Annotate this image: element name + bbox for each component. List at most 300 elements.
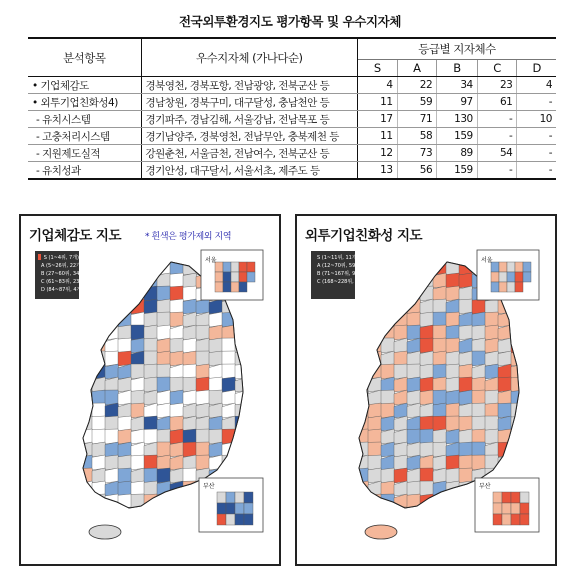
district-region xyxy=(407,377,422,392)
district-region xyxy=(131,429,146,444)
district-region xyxy=(498,351,513,366)
district-region xyxy=(407,364,422,379)
busan-district xyxy=(502,492,511,503)
busan-district xyxy=(244,492,253,503)
district-region xyxy=(433,481,448,496)
table-row xyxy=(28,111,556,128)
district-region xyxy=(92,494,107,509)
jeju-island xyxy=(365,525,397,539)
district-region xyxy=(144,299,159,314)
district-region xyxy=(196,325,211,340)
district-region xyxy=(222,377,237,392)
district-region xyxy=(420,481,435,496)
district-region xyxy=(511,364,526,379)
district-region xyxy=(446,455,461,470)
district-region xyxy=(183,286,198,301)
district-region xyxy=(170,351,185,366)
grade-count-b: 97 xyxy=(437,94,478,111)
district-region xyxy=(407,286,422,301)
district-region xyxy=(105,494,120,509)
district-region xyxy=(459,377,474,392)
district-region xyxy=(459,429,474,444)
district-region xyxy=(157,481,172,496)
district-region xyxy=(381,416,396,431)
grade-count-a: 56 xyxy=(397,162,437,180)
busan-inset-label: 부산 xyxy=(479,483,491,490)
district-region xyxy=(420,416,435,431)
district-region xyxy=(446,468,461,483)
district-region xyxy=(131,481,146,496)
district-region xyxy=(105,403,120,418)
district-region xyxy=(209,416,224,431)
district-region xyxy=(235,364,250,379)
district-region xyxy=(144,429,159,444)
legend-entry xyxy=(311,277,369,285)
district-region xyxy=(183,351,198,366)
district-region xyxy=(79,377,94,392)
district-region xyxy=(511,299,526,314)
district-region xyxy=(209,325,224,340)
district-region xyxy=(472,312,487,327)
district-region xyxy=(235,299,250,314)
district-region xyxy=(92,429,107,444)
district-region xyxy=(433,325,448,340)
district-region xyxy=(157,325,172,340)
seoul-district xyxy=(491,272,499,282)
district-region xyxy=(446,416,461,431)
district-region xyxy=(105,364,120,379)
busan-district xyxy=(235,503,244,514)
district-region xyxy=(183,494,198,509)
district-region xyxy=(144,338,159,353)
district-region xyxy=(92,299,107,314)
district-region xyxy=(235,312,250,327)
seoul-district xyxy=(507,262,515,272)
map-title-right: 외투기업친화성 지도 xyxy=(305,228,423,244)
district-region xyxy=(368,403,383,418)
district-region xyxy=(170,377,185,392)
district-region xyxy=(209,312,224,327)
row-category: - 지원제도실적 xyxy=(28,145,141,162)
legend-label: S (1~11위, 11개) xyxy=(317,254,359,261)
district-region xyxy=(446,286,461,301)
table-row xyxy=(28,128,556,145)
grade-count-s: 4 xyxy=(357,77,397,94)
district-region xyxy=(459,299,474,314)
seoul-district xyxy=(223,282,231,292)
district-region xyxy=(498,377,513,392)
district-region xyxy=(459,403,474,418)
busan-district xyxy=(226,514,235,525)
district-region xyxy=(472,351,487,366)
district-region xyxy=(394,455,409,470)
legend-label: A (12~70위, 59개) xyxy=(317,262,363,269)
district-region xyxy=(485,364,500,379)
seoul-district xyxy=(231,282,239,292)
seoul-district xyxy=(223,272,231,282)
legend-entry xyxy=(35,269,87,277)
district-region xyxy=(368,507,383,522)
district-region xyxy=(157,403,172,418)
district-region xyxy=(394,312,409,327)
district-region xyxy=(235,325,250,340)
district-region xyxy=(472,325,487,340)
district-region xyxy=(420,468,435,483)
district-region xyxy=(209,429,224,444)
district-region xyxy=(183,442,198,457)
grade-header-a: A xyxy=(397,60,437,77)
district-region xyxy=(118,481,133,496)
district-region xyxy=(511,455,526,470)
district-region xyxy=(459,442,474,457)
district-region xyxy=(196,442,211,457)
district-region xyxy=(131,390,146,405)
district-region xyxy=(105,429,120,444)
district-region xyxy=(131,377,146,392)
district-region xyxy=(472,377,487,392)
district-region xyxy=(355,351,370,366)
legend-label: B (71~167위, 97개) xyxy=(317,270,366,277)
district-region xyxy=(131,507,146,522)
table-row xyxy=(28,94,556,111)
district-region xyxy=(459,273,474,288)
district-region xyxy=(235,455,250,470)
district-region xyxy=(170,494,185,509)
district-region xyxy=(183,299,198,314)
legend-label: B (27~60위, 34개) xyxy=(41,270,87,277)
district-region xyxy=(183,481,198,496)
district-region xyxy=(118,351,133,366)
legend-entry xyxy=(311,261,363,269)
row-category: • 외투기업친화성4) xyxy=(28,94,141,111)
district-region xyxy=(144,364,159,379)
district-region xyxy=(157,286,172,301)
district-region xyxy=(92,312,107,327)
district-region xyxy=(368,416,383,431)
district-region xyxy=(196,299,211,314)
district-region xyxy=(92,273,107,288)
district-region xyxy=(118,455,133,470)
seoul-district xyxy=(515,262,523,272)
district-region xyxy=(433,455,448,470)
district-region xyxy=(144,351,159,366)
district-region xyxy=(381,481,396,496)
district-region xyxy=(105,286,120,301)
district-region xyxy=(420,429,435,444)
district-region xyxy=(511,312,526,327)
district-region xyxy=(368,260,383,275)
district-region xyxy=(381,338,396,353)
district-region xyxy=(131,286,146,301)
district-region xyxy=(105,416,120,431)
district-region xyxy=(381,507,396,522)
district-region xyxy=(144,325,159,340)
district-region xyxy=(446,273,461,288)
district-region xyxy=(381,494,396,509)
district-region xyxy=(459,364,474,379)
busan-district xyxy=(217,503,226,514)
district-region xyxy=(144,507,159,522)
district-region xyxy=(157,468,172,483)
district-region xyxy=(381,273,396,288)
seoul-district xyxy=(499,262,507,272)
busan-district xyxy=(235,492,244,503)
district-region xyxy=(511,403,526,418)
district-region xyxy=(381,390,396,405)
district-region xyxy=(131,455,146,470)
district-region xyxy=(472,299,487,314)
district-region xyxy=(92,481,107,496)
district-region xyxy=(394,468,409,483)
district-region xyxy=(118,442,133,457)
district-region xyxy=(144,377,159,392)
seoul-district xyxy=(507,282,515,292)
grade-count-c: 61 xyxy=(477,94,517,111)
grade-count-a: 58 xyxy=(397,128,437,145)
seoul-district xyxy=(523,262,531,272)
district-region xyxy=(79,507,94,522)
district-region xyxy=(472,403,487,418)
jeju-island xyxy=(89,525,121,539)
district-region xyxy=(446,312,461,327)
legend-label: C (61~83위, 23개) xyxy=(41,278,87,285)
district-region xyxy=(92,416,107,431)
district-region xyxy=(420,312,435,327)
district-region xyxy=(157,455,172,470)
legend-label: S (1~4위, 7개) xyxy=(43,254,79,261)
district-region xyxy=(459,481,474,496)
busan-district xyxy=(226,503,235,514)
district-region xyxy=(459,390,474,405)
district-region xyxy=(485,429,500,444)
district-region xyxy=(368,312,383,327)
district-region xyxy=(235,429,250,444)
district-region xyxy=(118,468,133,483)
header-regions-label: 우수지자체 xyxy=(195,50,249,65)
district-region xyxy=(355,338,370,353)
district-region xyxy=(433,351,448,366)
grade-count-c: 54 xyxy=(477,145,517,162)
legend-entry xyxy=(35,285,84,293)
district-region xyxy=(355,299,370,314)
district-region xyxy=(368,273,383,288)
district-region xyxy=(355,429,370,444)
district-region xyxy=(394,325,409,340)
district-region xyxy=(433,507,448,522)
district-region xyxy=(157,260,172,275)
district-region xyxy=(79,364,94,379)
row-category: • 기업체감도 xyxy=(28,77,141,94)
district-region xyxy=(446,325,461,340)
legend-entry xyxy=(35,261,83,269)
district-region xyxy=(433,338,448,353)
header-regions-note: (가나다순) xyxy=(252,50,303,65)
seoul-district xyxy=(231,272,239,282)
district-region xyxy=(131,273,146,288)
district-region xyxy=(157,351,172,366)
district-region xyxy=(105,390,120,405)
seoul-district xyxy=(499,282,507,292)
district-region xyxy=(355,286,370,301)
district-region xyxy=(459,455,474,470)
table-row xyxy=(28,162,556,180)
district-region xyxy=(381,364,396,379)
district-region xyxy=(118,429,133,444)
row-category: - 유치성과 xyxy=(28,162,141,180)
investment-friendliness-map-panel xyxy=(295,214,557,566)
grade-count-a: 22 xyxy=(397,77,437,94)
district-region xyxy=(170,416,185,431)
grade-count-c: 23 xyxy=(477,77,517,94)
district-region xyxy=(446,351,461,366)
district-region xyxy=(485,299,500,314)
grade-count-s: 11 xyxy=(357,128,397,145)
district-region xyxy=(183,455,198,470)
grade-count-d: - xyxy=(517,145,556,162)
legend-left xyxy=(35,251,87,299)
district-region xyxy=(368,377,383,392)
district-region xyxy=(472,442,487,457)
district-region xyxy=(407,273,422,288)
district-region xyxy=(394,442,409,457)
district-region xyxy=(79,325,94,340)
district-region xyxy=(420,260,435,275)
grade-count-b: 159 xyxy=(437,162,478,180)
busan-district xyxy=(244,503,253,514)
district-region xyxy=(485,390,500,405)
district-region xyxy=(485,403,500,418)
district-region xyxy=(485,312,500,327)
legend-entry xyxy=(311,269,366,277)
district-region xyxy=(92,507,107,522)
district-region xyxy=(472,455,487,470)
district-region xyxy=(355,364,370,379)
grade-count-d: - xyxy=(517,128,556,145)
grade-count-b: 34 xyxy=(437,77,478,94)
busan-district xyxy=(493,492,502,503)
district-region xyxy=(355,312,370,327)
excluded-area-note: * 흰색은 평가제외 지역 xyxy=(145,232,232,242)
seoul-district xyxy=(231,262,239,272)
district-region xyxy=(420,325,435,340)
district-region xyxy=(118,286,133,301)
district-region xyxy=(209,338,224,353)
district-region xyxy=(131,338,146,353)
district-region xyxy=(92,403,107,418)
busan-inset-label: 부산 xyxy=(203,483,215,490)
district-region xyxy=(92,286,107,301)
district-region xyxy=(105,299,120,314)
district-region xyxy=(105,455,120,470)
district-region xyxy=(459,494,474,509)
district-region xyxy=(420,507,435,522)
district-region xyxy=(170,442,185,457)
district-region xyxy=(131,325,146,340)
district-region xyxy=(485,338,500,353)
district-region xyxy=(472,338,487,353)
busan-district xyxy=(217,492,226,503)
district-region xyxy=(196,351,211,366)
district-region xyxy=(170,403,185,418)
district-region xyxy=(420,377,435,392)
district-region xyxy=(144,481,159,496)
district-region xyxy=(235,442,250,457)
legend-label: A (5~26위, 22개) xyxy=(41,262,83,269)
district-region xyxy=(170,507,185,522)
legend-label: D (84~87위, 4개) xyxy=(41,286,84,293)
seoul-district xyxy=(239,272,247,282)
district-region xyxy=(420,351,435,366)
seoul-district xyxy=(247,262,255,272)
district-region xyxy=(105,468,120,483)
busan-district xyxy=(226,492,235,503)
grade-count-d: - xyxy=(517,162,556,180)
district-region xyxy=(394,351,409,366)
district-region xyxy=(433,312,448,327)
district-region xyxy=(131,403,146,418)
district-region xyxy=(394,273,409,288)
document-title: 전국외투환경지도 평가항목 및 우수지자체 xyxy=(178,14,401,29)
district-region xyxy=(92,325,107,340)
district-region xyxy=(183,273,198,288)
district-region xyxy=(183,507,198,522)
district-region xyxy=(394,260,409,275)
district-region xyxy=(433,364,448,379)
row-regions: 경기안성, 대구달서, 서울서초, 제주도 등 xyxy=(141,162,357,180)
district-region xyxy=(472,416,487,431)
district-region xyxy=(381,299,396,314)
district-region xyxy=(118,312,133,327)
district-region xyxy=(433,429,448,444)
district-region xyxy=(118,416,133,431)
busan-district xyxy=(520,503,529,514)
district-region xyxy=(118,260,133,275)
district-region xyxy=(407,429,422,444)
table-row xyxy=(28,145,556,162)
grade-count-d: 10 xyxy=(517,111,556,128)
seoul-inset-label: 서울 xyxy=(481,257,493,264)
district-region xyxy=(355,507,370,522)
district-region xyxy=(446,507,461,522)
seoul-district xyxy=(515,282,523,292)
row-regions: 경북영천, 경북포항, 전남광양, 전북군산 등 xyxy=(141,77,357,94)
seoul-district xyxy=(507,272,515,282)
legend-entry xyxy=(35,253,79,261)
district-region xyxy=(105,273,120,288)
district-region xyxy=(222,364,237,379)
seoul-district xyxy=(491,282,499,292)
district-region xyxy=(433,494,448,509)
district-region xyxy=(394,364,409,379)
district-region xyxy=(355,494,370,509)
district-region xyxy=(394,286,409,301)
busan-district xyxy=(493,514,502,525)
district-region xyxy=(407,312,422,327)
business-perception-map-panel xyxy=(19,214,281,566)
district-region xyxy=(420,390,435,405)
district-region xyxy=(235,403,250,418)
grade-header-c: C xyxy=(477,60,517,77)
district-region xyxy=(131,364,146,379)
district-region xyxy=(183,338,198,353)
busan-district xyxy=(493,503,502,514)
district-region xyxy=(459,468,474,483)
district-region xyxy=(433,403,448,418)
district-region xyxy=(92,338,107,353)
grade-count-s: 12 xyxy=(357,145,397,162)
district-region xyxy=(79,299,94,314)
row-regions: 경기파주, 경남김해, 서울강남, 전남목포 등 xyxy=(141,111,357,128)
